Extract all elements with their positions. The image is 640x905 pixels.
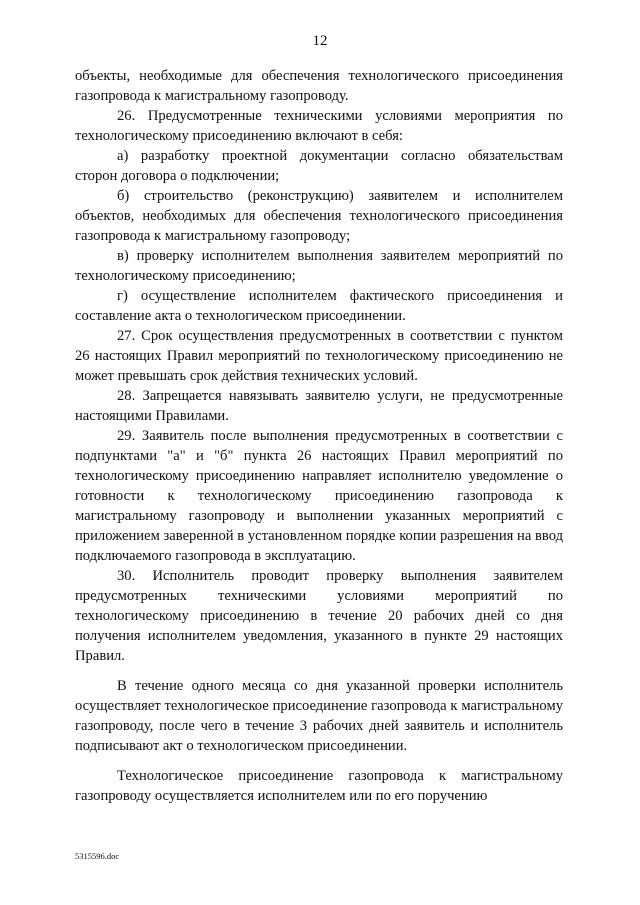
paragraph-continuation: объекты, необходимые для обеспечения технологического присоединения газопровода к магистральному газопроводу. bbox=[75, 68, 563, 104]
paragraph-connection-month: В течение одного месяца со дня указанной проверки исполнитель осуществляет технологическое присоединение газопровода к магистральному газопроводу, после чего в течение 3 рабочих дней заявитель и исполнитель подписывают акт о технологическом присоединении. bbox=[75, 678, 563, 754]
paragraph-30: 30. Исполнитель проводит проверку выполнения заявителем предусмотренных техническими условиями мероприятий по технологическому присоединению в течение 20 рабочих дней со дня получения исполнителем уведомления, указанного в пункте 29 настоящих Правил. bbox=[75, 568, 563, 664]
paragraph-connection-executor: Технологическое присоединение газопровода к магистральному газопроводу осуществляется исполнителем или по его поручению bbox=[75, 768, 563, 804]
paragraph-26-v: в) проверку исполнителем выполнения заявителем мероприятий по технологическому присоединению; bbox=[75, 248, 563, 284]
page-number: 12 bbox=[312, 33, 328, 49]
paragraph-26-g: г) осуществление исполнителем фактического присоединения и составление акта о технологическом присоединении. bbox=[75, 288, 563, 324]
paragraph-27: 27. Срок осуществления предусмотренных в соответствии с пунктом 26 настоящих Правил мероприятий по технологическому присоединению не может превышать срок действия технических условий. bbox=[75, 328, 563, 384]
document-id-footer: 5315596.doc bbox=[75, 851, 120, 861]
paragraph-26-b: б) строительство (реконструкцию) заявителем и исполнителем объектов, необходимых для обеспечения технологического присоединения газопровода к магистральному газопроводу; bbox=[75, 188, 563, 244]
paragraph-26: 26. Предусмотренные техническими условиями мероприятия по технологическому присоединению включают в себя: bbox=[75, 108, 563, 144]
paragraph-28: 28. Запрещается навязывать заявителю услуги, не предусмотренные настоящими Правилами. bbox=[75, 388, 563, 424]
document-body bbox=[75, 66, 563, 806]
paragraph-26-a: а) разработку проектной документации согласно обязательствам сторон договора о подключении; bbox=[75, 148, 563, 184]
paragraph-29: 29. Заявитель после выполнения предусмотренных в соответствии с подпунктами "а" и "б" пункта 26 настоящих Правил мероприятий по технологическому присоединению направляет исполнителю уведомление о готовности к технологическому присоединению газопровода к магистральному газопроводу и выполнении указанных мероприятий с приложением заверенной в установленном порядке копии разрешения на ввод подключаемого газопровода в эксплуатацию. bbox=[75, 428, 563, 564]
